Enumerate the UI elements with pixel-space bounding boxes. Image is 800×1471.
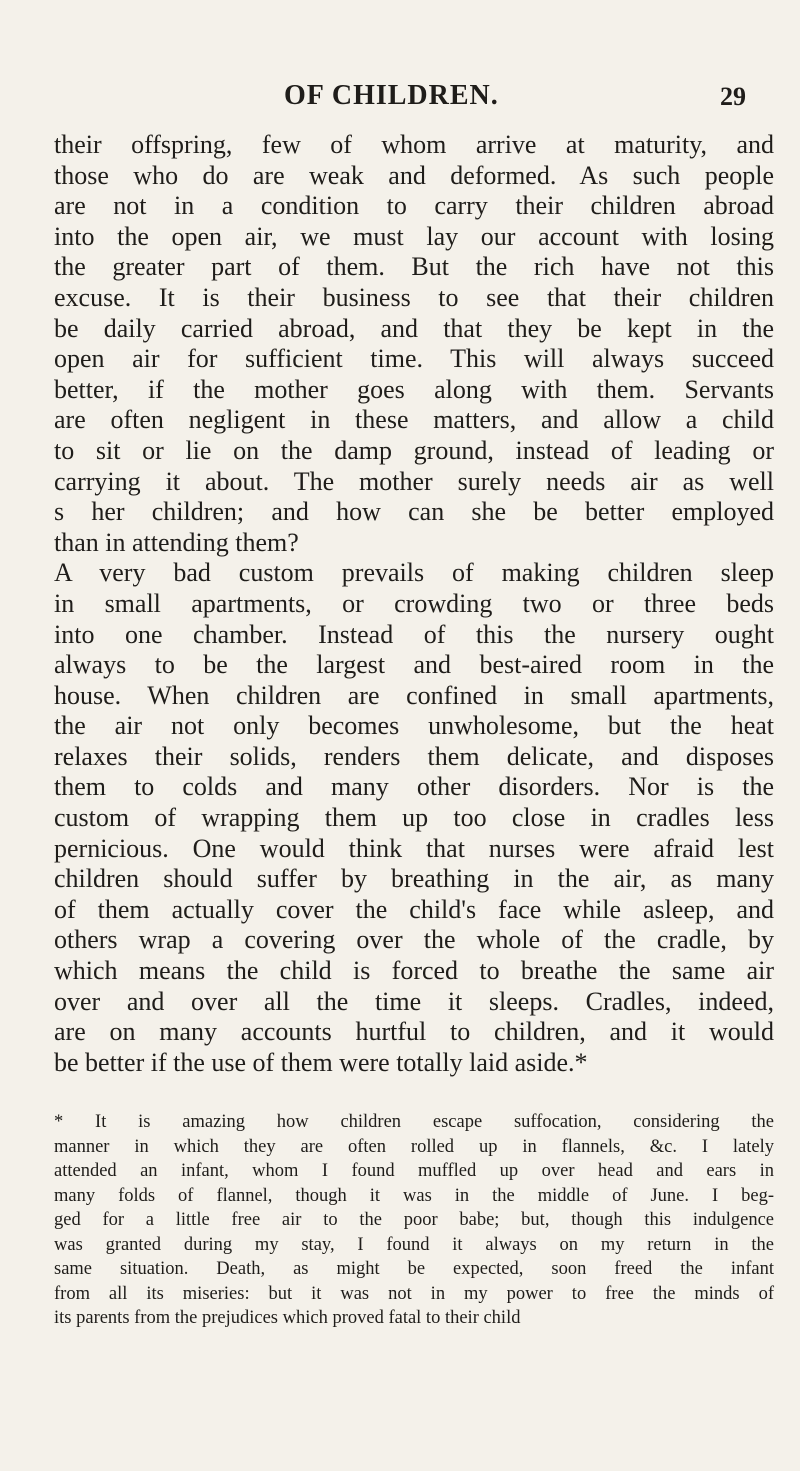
text-line: to sit or lie on the damp ground, instead of leading or [54,435,774,465]
text-line: into the open air, we must lay our account with losing [54,221,774,251]
text-line: of them actually cover the child's face while asleep, and [54,894,774,924]
text-line: the air not only becomes unwholesome, but the heat [54,711,774,741]
footnote-line: same situation. Death, as might be expected, soon freed the infant [54,1259,774,1279]
text-line: be better if the use of them were totally laid aside.* [54,1047,588,1077]
footnote [54,1110,774,1331]
text-line: which means the child is forced to breathe the same air [54,956,774,986]
footnote-line: manner in which they are often rolled up in flannels, &c. I lately [54,1136,774,1157]
page-number: 29 [720,82,746,111]
text-line: are often negligent in these matters, and allow a child [54,405,774,435]
text-line: them to colds and many other disorders. Nor is the [54,772,774,802]
running-head-title: OF CHILDREN. [284,80,499,111]
text-line: are not in a condition to carry their children abroad [54,191,774,221]
text-line: A very bad custom prevails of making children sleep [54,558,774,588]
text-line: those who do are weak and deformed. As such people [54,160,774,190]
footnote-line: many folds of flannel, though it was in the middle of June. I beg- [54,1185,774,1206]
text-line: others wrap a covering over the whole of the cradle, by [54,925,774,955]
text-line: in small apartments, or crowding two or three beds [54,588,774,618]
text-line: carrying it about. The mother surely needs air as well [54,466,774,496]
text-line: custom of wrapping them up too close in cradles less [54,803,774,833]
text-line: are on many accounts hurtful to children, and it would [54,1017,774,1047]
text-line: s her children; and how can she be better employed [54,497,774,527]
footnote-line: was granted during my stay, I found it always on my return in the [54,1234,774,1255]
footnote-line: its parents from the prejudices which proved fatal to their child [54,1308,521,1328]
text-line: than in attending them? [54,527,299,557]
text-line: pernicious. One would think that nurses were afraid lest [54,833,774,863]
footnote-line: from all its miseries: but it was not in my power to free the minds of [54,1283,774,1304]
footnote-line: attended an infant, whom I found muffled up over head and ears in [54,1161,774,1181]
footnote-line: ged for a little free air to the poor babe; but, though this indulgence [54,1210,774,1230]
text-line: over and over all the time it sleeps. Cradles, indeed, [54,986,774,1016]
text-line: their offspring, few of whom arrive at maturity, and [54,130,774,159]
text-line: be daily carried abroad, and that they be kept in the [54,313,774,343]
text-line: into one chamber. Instead of this the nursery ought [54,619,774,649]
text-line: house. When children are confined in small apartments, [54,680,774,710]
body-text [54,130,774,1078]
footnote-line: * It is amazing how children escape suffocation, considering the [54,1112,774,1132]
text-line: children should suffer by breathing in the air, as many [54,864,774,894]
text-line: better, if the mother goes along with them. Servants [54,374,774,404]
running-head [0,80,800,114]
text-line: always to be the largest and best-aired room in the [54,650,774,680]
text-line: relaxes their solids, renders them delicate, and disposes [54,741,774,771]
text-line: the greater part of them. But the rich have not this [54,252,774,282]
text-line: excuse. It is their business to see that their children [54,282,774,312]
text-line: open air for sufficient time. This will always succeed [54,344,774,374]
